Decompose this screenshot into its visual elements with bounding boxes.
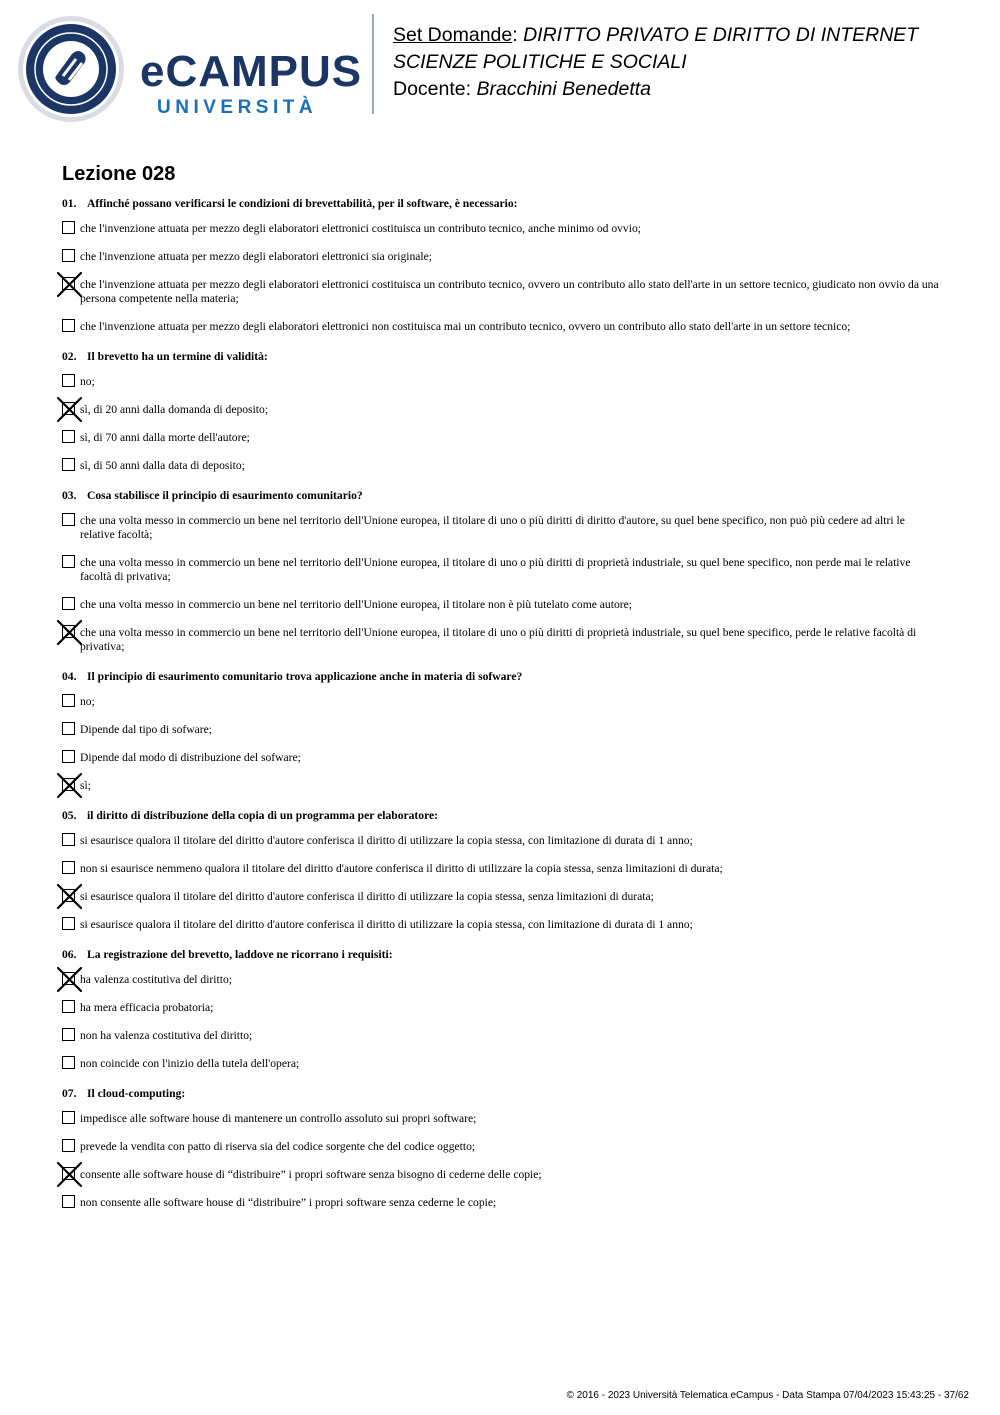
answer-text: non consente alle software house di “distribuire” i propri software senza cederne le copie;: [80, 1196, 497, 1209]
answer-option[interactable]: [62, 1057, 940, 1071]
course-header: [393, 22, 918, 103]
checkbox[interactable]: [62, 249, 75, 262]
checkbox[interactable]: [62, 833, 75, 846]
lesson-title: Lezione 028: [62, 163, 176, 185]
cross-mark-icon: [57, 884, 82, 909]
checkbox[interactable]: [62, 694, 75, 707]
question-heading: [62, 349, 940, 365]
answer-option[interactable]: [62, 459, 940, 473]
answer-text: che una volta messo in commercio un bene nel territorio dell'Unione europea, il titolare di uno o più diritti di proprietà industriale, su quel bene specifico, non perde mai le relative facoltà di privativa;: [80, 556, 911, 583]
answer-option[interactable]: [62, 1168, 940, 1182]
answer-option[interactable]: [62, 751, 940, 765]
answer-text: sì, di 70 anni dalla morte dell'autore;: [80, 431, 250, 444]
question-number: 07.: [62, 1087, 77, 1100]
set-label: Set Domande: [393, 24, 513, 46]
answer-option[interactable]: [62, 222, 940, 236]
question-text: Il brevetto ha un termine di validità:: [87, 350, 268, 363]
answer-option[interactable]: [62, 1001, 940, 1015]
checkbox-checked[interactable]: [62, 1167, 75, 1180]
answer-option[interactable]: [62, 320, 940, 334]
answer-text: che l'invenzione attuata per mezzo degli elaboratori elettronici non costituisca mai un contributo tecnico, ovvero un contributo allo stato dell'arte in un settore tecnico;: [80, 320, 851, 333]
teacher-label: Docente:: [393, 78, 472, 100]
answer-option[interactable]: [62, 626, 940, 654]
question-block: [62, 349, 940, 473]
cross-mark-icon: [57, 620, 82, 645]
answer-text: che l'invenzione attuata per mezzo degli elaboratori elettronici costituisca un contributo tecnico, ovvero un contributo allo stato dell'arte in un settore tecnico, giudicato non ovvio da una persona competente nella materia;: [80, 278, 939, 305]
question-number: 05.: [62, 809, 77, 822]
cross-mark-icon: [57, 1162, 82, 1187]
answer-option[interactable]: [62, 1112, 940, 1126]
answer-option[interactable]: [62, 250, 940, 264]
answer-option[interactable]: [62, 514, 940, 542]
checkbox[interactable]: [62, 750, 75, 763]
answer-option[interactable]: [62, 556, 940, 584]
answer-text: sì;: [80, 779, 91, 792]
question-text: Affinché possano verificarsi le condizioni di brevettabilità, per il software, è necessario:: [87, 197, 518, 210]
answer-option[interactable]: [62, 403, 940, 417]
checkbox[interactable]: [62, 1028, 75, 1041]
answer-text: non coincide con l'inizio della tutela dell'opera;: [80, 1057, 300, 1070]
cross-mark-icon: [57, 967, 82, 992]
question-block: [62, 196, 940, 334]
question-number: 02.: [62, 350, 77, 363]
answer-option[interactable]: [62, 695, 940, 709]
question-heading: [62, 488, 940, 504]
checkbox[interactable]: [62, 555, 75, 568]
answer-option[interactable]: [62, 1029, 940, 1043]
checkbox[interactable]: [62, 221, 75, 234]
answer-option[interactable]: [62, 431, 940, 445]
checkbox-checked[interactable]: [62, 889, 75, 902]
teacher-line: [393, 76, 918, 103]
question-number: 04.: [62, 670, 77, 683]
answer-text: consente alle software house di “distribuire” i propri software senza bisogno di cederne delle copie;: [80, 1168, 542, 1181]
course-faculty: SCIENZE POLITICHE E SOCIALI: [393, 51, 687, 73]
checkbox[interactable]: [62, 1111, 75, 1124]
checkbox[interactable]: [62, 319, 75, 332]
checkbox[interactable]: [62, 861, 75, 874]
question-text: Cosa stabilisce il principio di esaurimento comunitario?: [87, 489, 363, 502]
checkbox-checked[interactable]: [62, 402, 75, 415]
brand-name: eCAMPUS: [140, 47, 363, 96]
answer-text: impedisce alle software house di mantenere un controllo assoluto sui propri software;: [80, 1112, 477, 1125]
answer-option[interactable]: [62, 723, 940, 737]
answer-text: non ha valenza costitutiva del diritto;: [80, 1029, 253, 1042]
answer-text: no;: [80, 695, 95, 708]
checkbox[interactable]: [62, 430, 75, 443]
course-title-line: [393, 22, 918, 49]
answer-option[interactable]: [62, 862, 940, 876]
answer-text: che l'invenzione attuata per mezzo degli elaboratori elettronici costituisca un contributo tecnico, anche minimo od ovvio;: [80, 222, 641, 235]
answer-text: non si esaurisce nemmeno qualora il titolare del diritto d'autore conferisca il diritto di utilizzare la copia stessa, senza limitazioni di durata;: [80, 862, 723, 875]
page-footer: © 2016 - 2023 Università Telematica eCampus - Data Stampa 07/04/2023 15:43:25 - 37/62: [566, 1390, 969, 1401]
question-text: Il cloud-computing:: [87, 1087, 186, 1100]
checkbox[interactable]: [62, 1000, 75, 1013]
checkbox-checked[interactable]: [62, 625, 75, 638]
question-text: Il principio di esaurimento comunitario trova applicazione anche in materia di sofware?: [87, 670, 523, 683]
brand-subtitle: UNIVERSITÀ: [157, 97, 318, 118]
question-block: [62, 808, 940, 932]
checkbox-checked[interactable]: [62, 277, 75, 290]
answer-text: che l'invenzione attuata per mezzo degli elaboratori elettronici sia originale;: [80, 250, 433, 263]
question-text: La registrazione del brevetto, laddove ne ricorrano i requisiti:: [87, 948, 393, 961]
cross-mark-icon: [57, 397, 82, 422]
answer-option[interactable]: [62, 1140, 940, 1154]
checkbox[interactable]: [62, 722, 75, 735]
cross-mark-icon: [57, 272, 82, 297]
question-text: il diritto di distribuzione della copia di un programma per elaboratore:: [87, 809, 439, 822]
answer-option[interactable]: [62, 779, 940, 793]
answer-text: che una volta messo in commercio un bene nel territorio dell'Unione europea, il titolare non è più tutelato come autore;: [80, 598, 632, 611]
checkbox[interactable]: [62, 374, 75, 387]
checkbox[interactable]: [62, 1139, 75, 1152]
question-heading: [62, 1086, 940, 1102]
checkbox[interactable]: [62, 1056, 75, 1069]
question-block: [62, 1086, 940, 1210]
answer-option[interactable]: [62, 973, 940, 987]
header-divider: [372, 14, 374, 114]
course-title: DIRITTO PRIVATO E DIRITTO DI INTERNET: [523, 24, 919, 46]
question-block: [62, 669, 940, 793]
question-block: [62, 488, 940, 654]
answer-text: che una volta messo in commercio un bene nel territorio dell'Unione europea, il titolare di uno o più diritti di proprietà industriale, su quel bene specifico, perde le relative facoltà di privativa;: [80, 626, 917, 653]
answer-text: Dipende dal tipo di sofware;: [80, 723, 213, 736]
checkbox[interactable]: [62, 458, 75, 471]
answer-text: prevede la vendita con patto di riserva sia del codice sorgente che del codice oggetto;: [80, 1140, 476, 1153]
checkbox[interactable]: [62, 917, 75, 930]
question-heading: [62, 196, 940, 212]
answer-text: no;: [80, 375, 95, 388]
answer-text: ha valenza costitutiva del diritto;: [80, 973, 232, 986]
question-number: 06.: [62, 948, 77, 961]
answer-text: Dipende dal modo di distribuzione del sofware;: [80, 751, 301, 764]
answer-text: si esaurisce qualora il titolare del diritto d'autore conferisca il diritto di utilizzare la copia stessa, senza limitazioni di durata;: [80, 890, 654, 903]
checkbox-checked[interactable]: [62, 972, 75, 985]
ecampus-logo: [12, 12, 372, 122]
answer-option[interactable]: [62, 278, 940, 306]
answer-option[interactable]: [62, 598, 940, 612]
question-heading: [62, 808, 940, 824]
question-list: [62, 196, 940, 1225]
answer-text: sì, di 20 anni dalla domanda di deposito;: [80, 403, 269, 416]
answer-option[interactable]: [62, 890, 940, 904]
question-number: 01.: [62, 197, 77, 210]
checkbox-checked[interactable]: [62, 778, 75, 791]
answer-option[interactable]: [62, 834, 940, 848]
question-heading: [62, 669, 940, 685]
university-seal-icon: [16, 14, 126, 124]
answer-text: ha mera efficacia probatoria;: [80, 1001, 214, 1014]
answer-option[interactable]: [62, 918, 940, 932]
answer-text: si esaurisce qualora il titolare del diritto d'autore conferisca il diritto di utilizzare la copia stessa, con limitazione di durata di 1 anno;: [80, 834, 693, 847]
answer-text: sì, di 50 anni dalla data di deposito;: [80, 459, 245, 472]
checkbox[interactable]: [62, 597, 75, 610]
set-separator: :: [512, 24, 518, 46]
checkbox[interactable]: [62, 513, 75, 526]
answer-option[interactable]: [62, 1196, 940, 1210]
question-heading: [62, 947, 940, 963]
teacher-name: Bracchini Benedetta: [476, 78, 652, 100]
question-number: 03.: [62, 489, 77, 502]
question-block: [62, 947, 940, 1071]
cross-mark-icon: [57, 773, 82, 798]
answer-text: che una volta messo in commercio un bene nel territorio dell'Unione europea, il titolare di uno o più diritti di diritto d'autore, su quel bene specifico, non può più cedere ad altri le relative facoltà;: [80, 514, 905, 541]
checkbox[interactable]: [62, 1195, 75, 1208]
answer-text: si esaurisce qualora il titolare del diritto d'autore conferisca il diritto di utilizzare la copia stessa, con limitazione di durata di 1 anno;: [80, 918, 693, 931]
answer-option[interactable]: [62, 375, 940, 389]
